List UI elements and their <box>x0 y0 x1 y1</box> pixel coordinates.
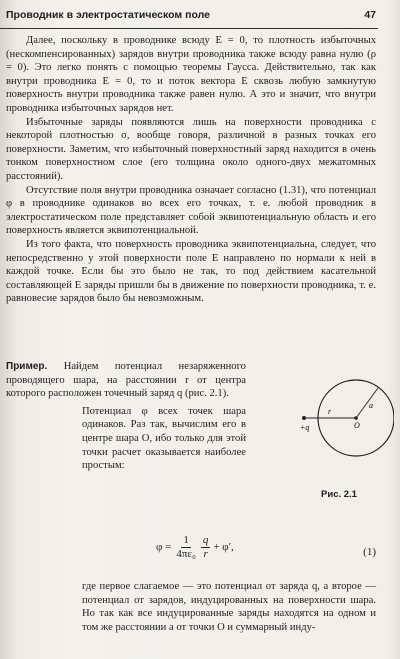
paragraph: Из того факта, что поверхность проводника эквипотенциальна, следует, что непосредственно у этой поверхности поле E направлено по нормали к ней в каждой точке. Если бы это было не так, то под действием касательной составляющей E заряды пришли бы в движение по поверхности проводника, т. е. равновесие зарядов было бы невозможным. <box>6 238 376 305</box>
example-text-1: Найдем потенциал незаряженного проводящего шара, на расстоянии r от центра которого расположен точечный заряд q (рис. 2.1). <box>6 361 246 400</box>
formula-1 <box>66 534 376 572</box>
label-O: O <box>354 421 360 430</box>
formula-body <box>156 534 234 561</box>
label-a: a <box>369 401 373 410</box>
running-header <box>6 9 376 24</box>
equation-number: (1) <box>363 546 376 558</box>
page-number: 47 <box>364 9 376 21</box>
paragraph: Далее, поскольку в проводнике всюду E = 0, то плотность избыточных (нескомпенсированных) зарядов внутри проводника также всюду равна нулю (ρ = 0). Это легко понять с помощью теоремы Гаусса. Действительно, так как внутри проводника E = 0, то и поток вектора E сквозь любую замкнутую поверхность внутри проводника также равен нулю. А это и значит, что внутри проводника избыточных зарядов нет. <box>6 35 376 114</box>
fraction-1 <box>174 534 198 561</box>
example-text <box>6 360 246 477</box>
figure-sphere <box>298 366 394 476</box>
label-r: r <box>328 407 332 416</box>
radius-line <box>356 388 378 418</box>
label-q: +q <box>300 423 310 432</box>
header-rule <box>0 28 378 29</box>
example-text-2: Потенциал φ всех точек шара одинаков. Раз так, вычислим его в центре шара O, ибо только для этой точки расчет оказывается наиболее простым: <box>82 405 246 472</box>
example-paragraph-1 <box>6 360 246 401</box>
after-paragraph: где первое слагаемое — это потенциал от заряда q, а второе — потенциал от зарядов, индуцированных на поверхности шара. Но так как все индуцированные заряды находятся на одном и том же расстоянии a от точки O и суммарный инду- <box>82 581 376 633</box>
point-charge <box>302 416 306 420</box>
fraction-2-den: r <box>203 548 208 560</box>
example-label: Пример. <box>6 361 48 372</box>
paragraph: Избыточные заряды появляются лишь на поверхности проводника с некоторой плотностью σ, вообще говоря, различной в разных точках его поверхности. Заметим, что избыточный поверхностный заряд находится в очень тонком поверхностном слое (его толщина около одного-двух межатомных расстояний). <box>6 116 376 182</box>
figure-caption: Рис. 2.1 <box>321 489 357 500</box>
page-edge-shadow <box>386 0 400 659</box>
continuation-text <box>6 580 376 634</box>
formula-lhs: φ = <box>156 540 172 553</box>
fraction-1-den: 4πε₀ <box>176 548 196 560</box>
body-text <box>6 34 376 306</box>
fraction-2-num: q <box>202 534 209 546</box>
fraction-2 <box>201 534 211 561</box>
running-title: Проводник в электростатическом поле <box>6 9 210 21</box>
fraction-1-num: 1 <box>183 534 189 546</box>
paragraph: Отсутствие поля внутри проводника означает согласно (1.31), что потенциал φ в проводнике одинаков во всех его точках, т. е. любой проводник в электростатическом поле представляет собой эквипотенциальную область и его поверхность является эквипотенциальной. <box>6 184 376 237</box>
formula-tail: + φ′, <box>213 540 234 553</box>
